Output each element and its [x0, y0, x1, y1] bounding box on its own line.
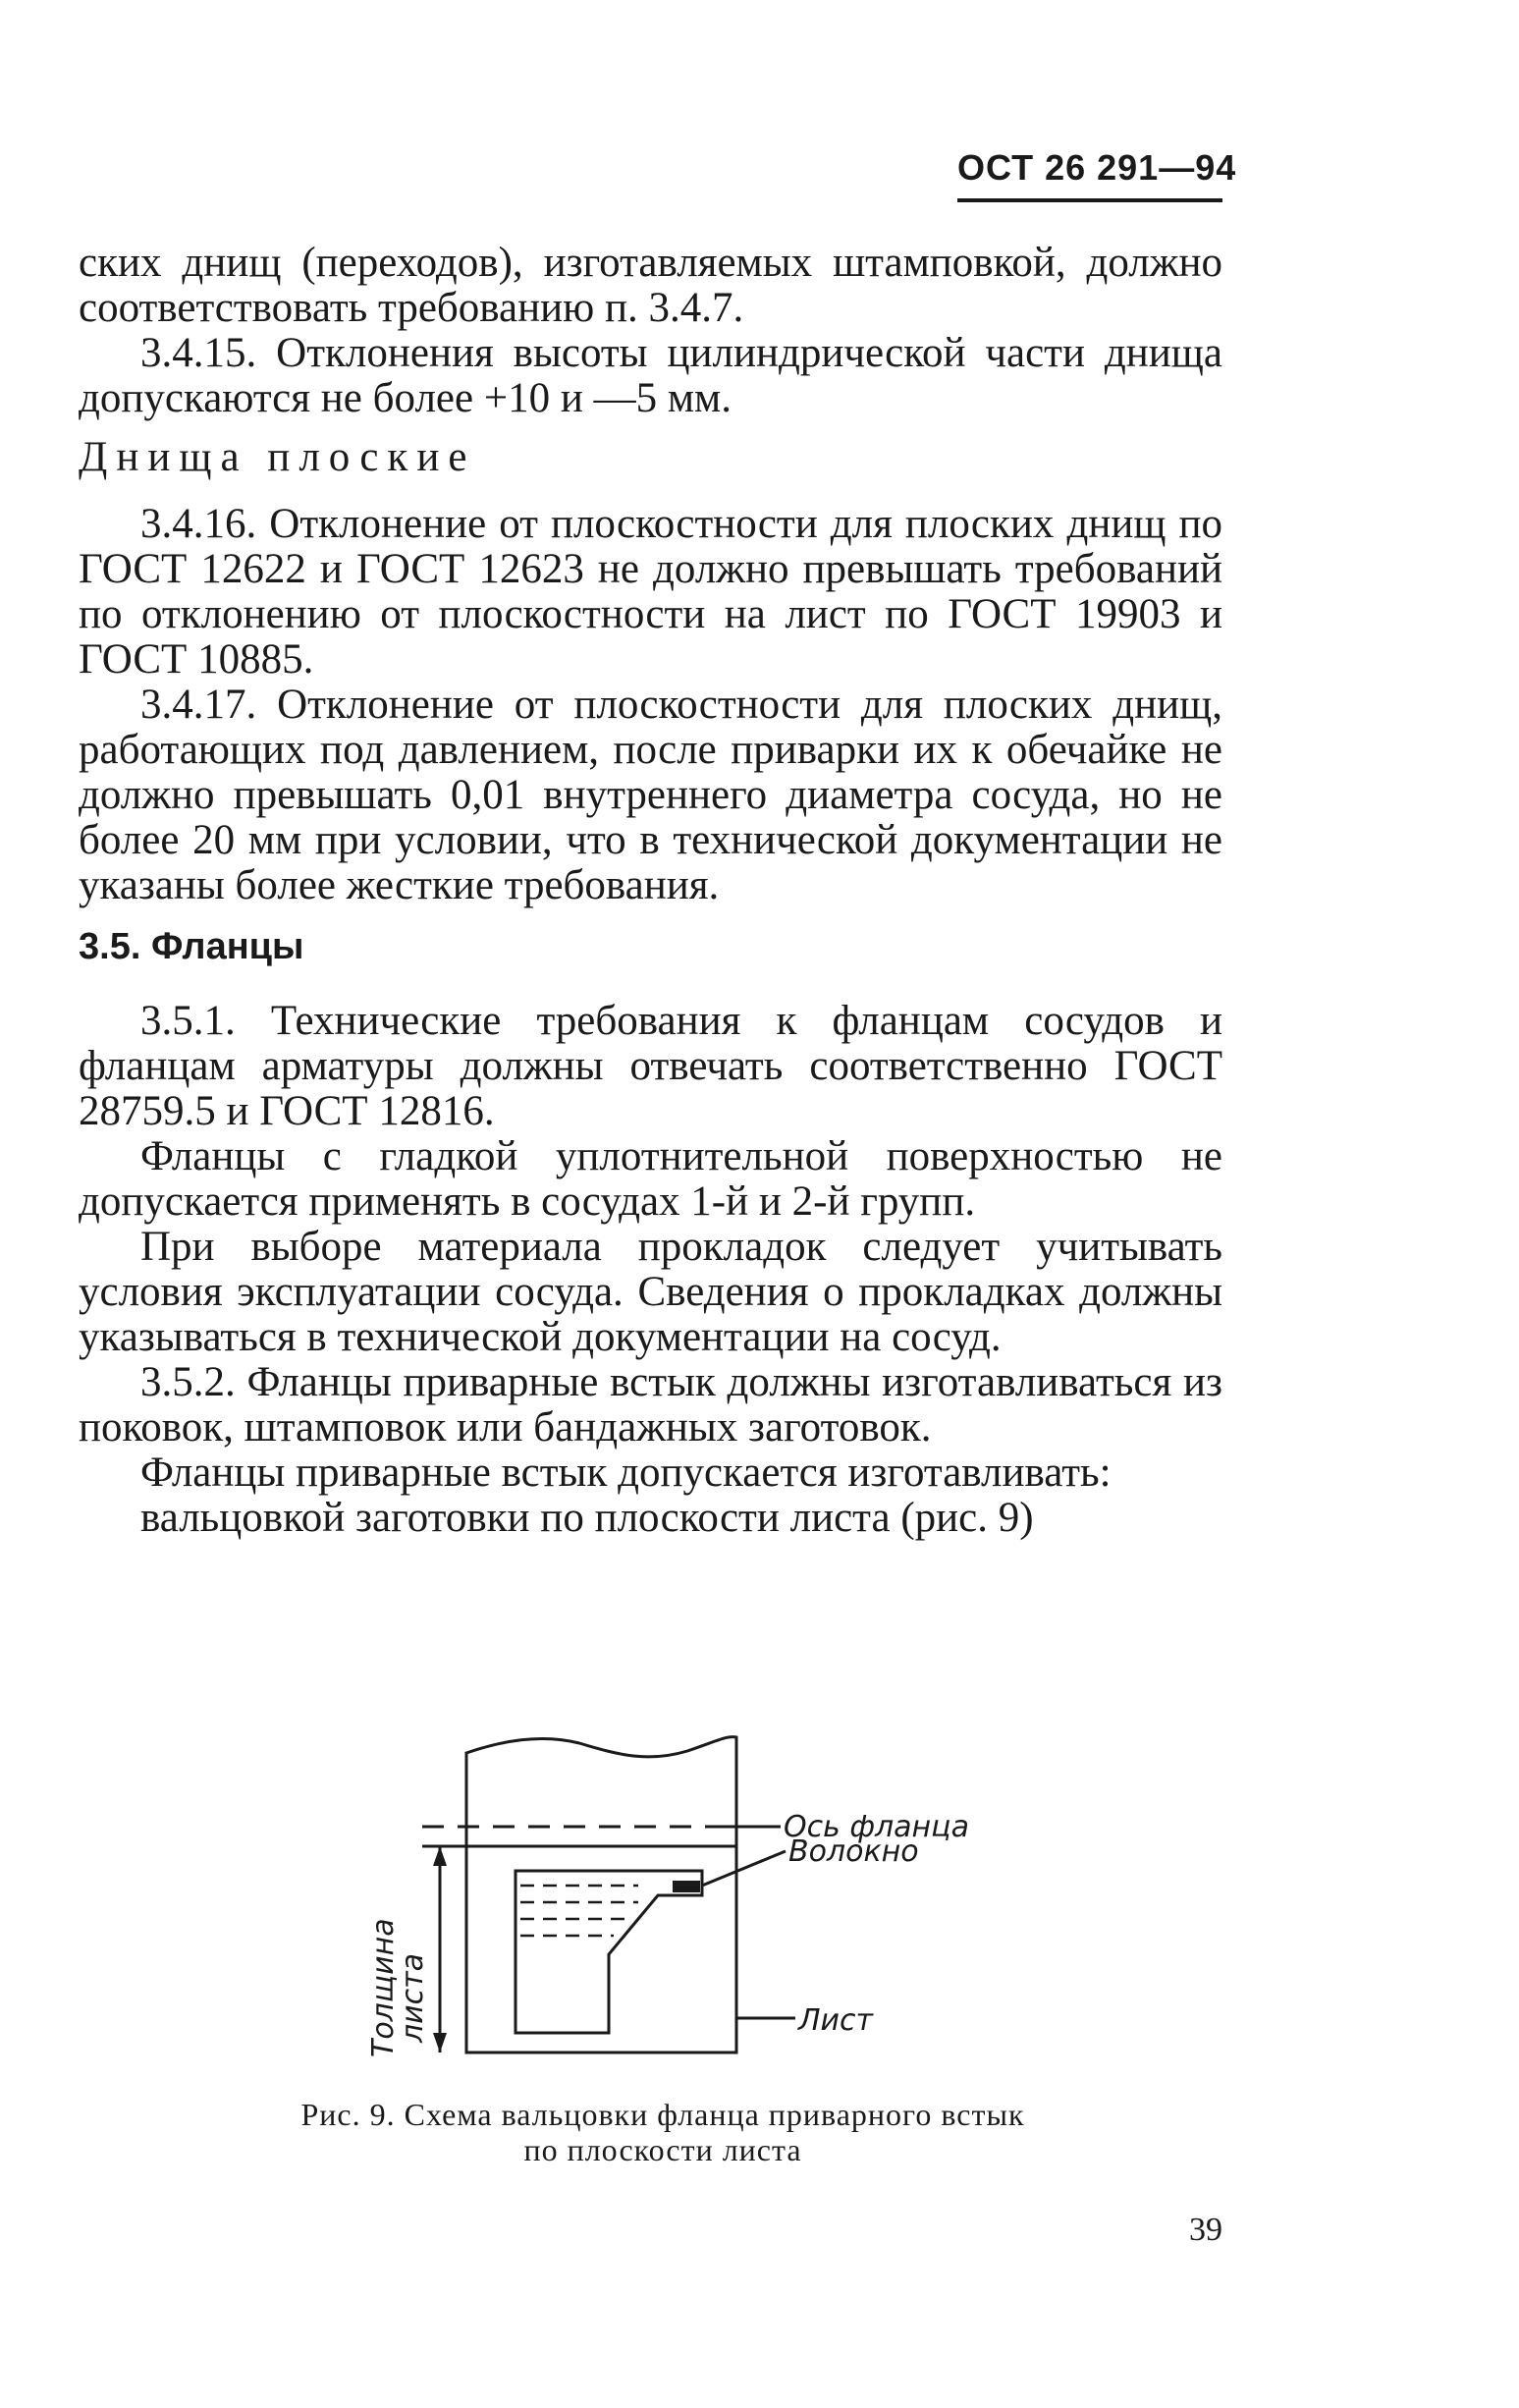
thickness-arrow-bottom	[433, 2033, 447, 2052]
document-body	[79, 241, 1222, 1541]
paragraph-3-4-15: 3.4.15. Отклонения высоты цилиндрической части днища допускаются не более +10 и —5 мм.	[79, 330, 1222, 421]
paragraph-3-4-16: 3.4.16. Отклонение от плоскостности для плоских днищ по ГОСТ 12622 и ГОСТ 12623 не должно превышать требований по отклонению от плоскостности на лист по ГОСТ 19903 и ГОСТ 10885.	[79, 501, 1222, 683]
paragraph-3-5-1: 3.5.1. Технические требования к фланцам сосудов и фланцам арматуры должны отвечать соответственно ГОСТ 28759.5 и ГОСТ 12816.	[79, 998, 1222, 1134]
paragraph: ских днищ (переходов), изготавляемых штамповкой, должно соответствовать требованию п. 3.4.7.	[79, 240, 1222, 331]
figure-9-diagram	[334, 1724, 982, 2077]
paragraph: Фланцы приварные встык допускается изготавливать:	[140, 1450, 1112, 1496]
document-code: ОСТ 26 291—94	[957, 147, 1222, 202]
flange-axis-label: Ось фланца	[784, 1810, 969, 1844]
thickness-arrow-top	[433, 1846, 447, 1866]
paragraph: вальцовкой заготовки по плоскости листа (рис. 9)	[140, 1495, 1034, 1541]
sheet-label: Лист	[798, 2003, 874, 2038]
fiber-leader	[702, 1851, 786, 1886]
thickness-label-line-1: Толщина	[366, 1918, 401, 2057]
section-heading-flanges: 3.5. Фланцы	[79, 926, 304, 967]
paragraph: Фланцы с гладкой уплотнительной поверхностью не допускается применять в сосудах 1-й и 2-й групп.	[79, 1133, 1222, 1225]
paragraph-3-5-2: 3.5.2. Фланцы приварные встык должны изготавливаться из поковок, штамповок или бандажных заготовок.	[79, 1359, 1222, 1450]
page-number: 39	[1189, 2212, 1222, 2248]
flange-blank-profile	[515, 1871, 702, 2033]
fiber-marker	[673, 1881, 700, 1892]
paragraph-3-4-17: 3.4.17. Отклонение от плоскостности для плоских днищ, работающих под давлением, после приварки их к обечайке не должно превышать 0,01 внутреннего диаметра сосуда, но не более 20 мм при условии, что в технической документации не указаны более жесткие требования.	[79, 682, 1222, 908]
figure-caption: Рис. 9. Схема вальцовки фланца приварного встык по плоскости листа	[300, 2097, 1025, 2167]
fiber-label: Волокно	[788, 1834, 919, 1869]
thickness-label-line-2: листа	[396, 1952, 430, 2043]
paragraph: При выборе материала прокладок следует учитывать условия эксплуатации сосуда. Сведения о прокладках должны указываться в технической документации на сосуд.	[79, 1224, 1222, 1360]
section-heading-flat-bottoms: Днища плоские	[79, 434, 476, 480]
